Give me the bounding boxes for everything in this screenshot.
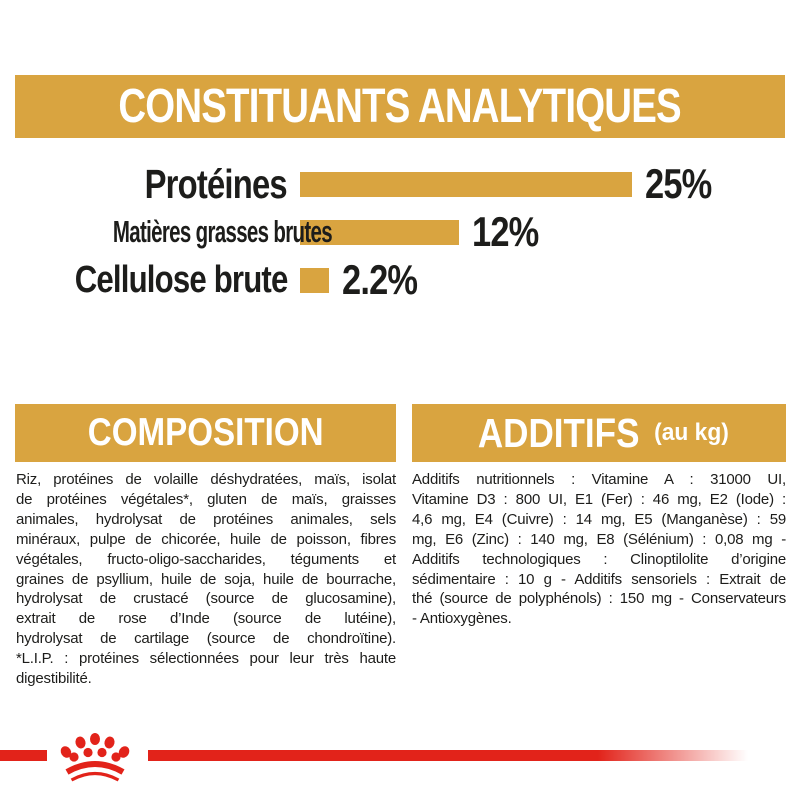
analytical-constituents-header <box>15 75 785 138</box>
text-line: Vitamine D3 : 800 UI, E1 (Fer) : 46 mg, E2 (Iode) : <box>412 490 786 508</box>
brand-line-left <box>0 750 47 761</box>
chart-row <box>0 208 800 256</box>
text-line: végétales, fructo-oligo-saccharides, téguments et <box>16 550 396 568</box>
bar-value-label: 25% <box>645 160 712 207</box>
composition-header <box>15 404 396 462</box>
bar-category-label: Cellulose brute <box>74 258 287 301</box>
bar-category-label: Matières grasses brutes <box>112 214 332 249</box>
bar-value-label: 2.2% <box>342 256 418 303</box>
text-line: hydrolysat de crustacé (source de glucosamine), <box>16 590 396 608</box>
text-line: Riz, protéines de volaille déshydratées, maïs, isolat <box>16 471 396 488</box>
text-line: Additifs technologiques : Clinoptilolite d’origine <box>412 550 786 568</box>
text-line: de protéines végétales*, gluten de maïs, graisses <box>16 490 396 508</box>
bar-value-label: 12% <box>472 208 539 255</box>
additives-title-group <box>469 410 729 457</box>
text-line: Additifs nutritionnels : Vitamine A : 31000 UI, <box>412 471 786 488</box>
additives-title: ADDITIFS <box>477 409 640 456</box>
text-line: *L.I.P. : protéines sélectionnées pour leur très haute <box>16 650 396 668</box>
additives-text <box>412 470 786 629</box>
composition-text <box>16 470 396 689</box>
text-line: digestibilité. <box>16 670 92 688</box>
text-line: minéraux, pulpe de chicorée, huile de poisson, fibres <box>16 530 396 548</box>
text-line: thé (source de polyphénols) : 150 mg - Conservateurs <box>412 590 786 608</box>
additives-header <box>412 404 786 462</box>
text-line: sédimentaire : 10 g - Additifs sensoriels : Extrait de <box>412 570 786 588</box>
bar <box>300 268 329 293</box>
additives-unit-label: (au kg) <box>654 419 730 446</box>
text-line: 4,6 mg, E4 (Cuivre) : 14 mg, E5 (Manganèse) : 59 <box>412 510 786 528</box>
text-line: graines de psyllium, huile de soja, huile de bourrache, <box>16 570 396 588</box>
text-line: - Antioxygènes. <box>412 610 512 628</box>
text-line: mg, E6 (Zinc) : 140 mg, E8 (Sélénium) : 0,08 mg - <box>412 530 786 548</box>
bar <box>300 172 632 197</box>
composition-title: COMPOSITION <box>87 411 324 454</box>
text-line: animales, hydrolysat de protéines animales, sels <box>16 510 396 528</box>
royal-canin-crown-icon <box>55 726 135 784</box>
brand-line-right <box>148 750 800 761</box>
chart-row <box>0 160 800 208</box>
text-line: hydrolysat de cartilage (source de chondroïtine). <box>16 630 396 648</box>
bar-category-label: Protéines <box>144 160 287 207</box>
text-line: extrait de rose d’Inde (source de lutéine), <box>16 610 396 628</box>
chart-row <box>0 256 800 304</box>
analytical-constituents-chart <box>0 160 800 310</box>
analytical-constituents-title: CONSTITUANTS ANALYTIQUES <box>118 80 682 133</box>
